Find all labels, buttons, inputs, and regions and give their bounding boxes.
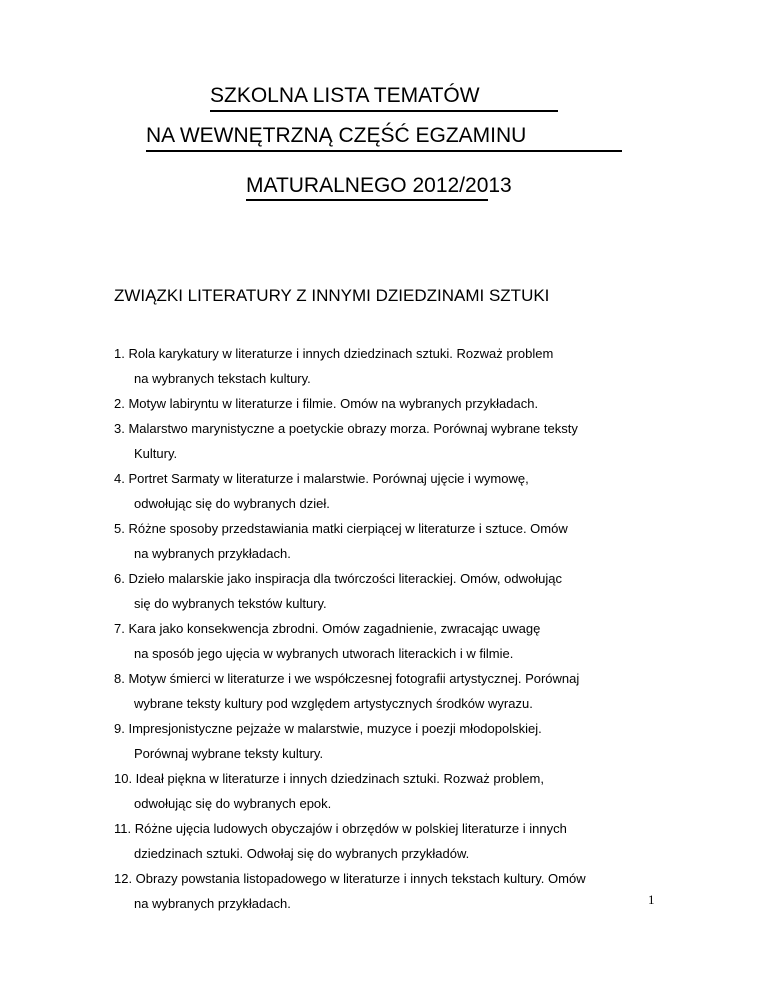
topic-line-1: 3. Malarstwo marynistyczne a poetyckie obrazy morza. Porównaj wybrane teksty [114,421,578,436]
topic-line-2: wybrane teksty kultury pod względem artystycznych środków wyrazu. [134,696,533,711]
title-line-3-underlined: MATURALNEGO 2012/20 [246,174,488,201]
topic-line-1: 7. Kara jako konsekwencja zbrodni. Omów zagadnienie, zwracając uwagę [114,621,541,636]
topic-line-2: się do wybranych tekstów kultury. [134,596,327,611]
topic-item [114,619,714,669]
topic-line-2: na wybranych przykładach. [134,896,291,911]
topic-item [114,469,714,519]
topic-item [114,719,714,769]
title-line-3 [246,174,512,201]
topic-line-1: 5. Różne sposoby przedstawiania matki cierpiącej w literaturze i sztuce. Omów [114,521,568,536]
topic-line-1: 11. Różne ujęcia ludowych obyczajów i obrzędów w polskiej literaturze i innych [114,821,567,836]
topic-item [114,819,714,869]
title-line-1-underline [210,110,558,112]
topic-line-2: odwołując się do wybranych epok. [134,796,332,811]
topic-item [114,344,714,394]
topic-line-2: Porównaj wybrane teksty kultury. [134,746,324,761]
title-line-2-text: NA WEWNĘTRZNĄ CZĘŚĆ EGZAMINU [146,124,527,147]
topic-line-1: 9. Impresjonistyczne pejzaże w malarstwie, muzyce i poezji młodopolskiej. [114,721,542,736]
topic-line-1: 2. Motyw labiryntu w literaturze i filmie. Omów na wybranych przykładach. [114,396,539,411]
topic-line-2: odwołując się do wybranych dzieł. [134,496,330,511]
topic-item [114,394,714,419]
topic-line-2: Kultury. [134,446,178,461]
topic-line-1: 8. Motyw śmierci w literaturze i we współczesnej fotografii artystycznej. Porównaj [114,671,580,686]
topic-item [114,769,714,819]
topic-item [114,519,714,569]
title-line-2 [146,124,526,148]
title-line-3-rest: 13 [488,174,512,197]
topic-line-1: 4. Portret Sarmaty w literaturze i malarstwie. Porównaj ujęcie i wymowę, [114,471,529,486]
topic-list [114,344,714,919]
topic-line-1: 10. Ideał piękna w literaturze i innych dziedzinach sztuki. Rozważ problem, [114,771,544,786]
title-line-1 [210,84,480,108]
section-heading: ZWIĄZKI LITERATURY Z INNYMI DZIEDZINAMI SZTUKI [114,286,550,305]
topic-line-2: dziedzinach sztuki. Odwołaj się do wybranych przykładów. [134,846,470,861]
topic-line-1: 6. Dzieło malarskie jako inspiracja dla twórczości literackiej. Omów, odwołując [114,571,562,586]
topic-line-2: na wybranych tekstach kultury. [134,371,311,386]
topic-item [114,569,714,619]
topic-line-2: na sposób jego ujęcia w wybranych utworach literackich i w filmie. [134,646,514,661]
title-line-2-underline [146,150,622,152]
topic-item [114,669,714,719]
topic-line-2: na wybranych przykładach. [134,546,291,561]
title-line-1-text: SZKOLNA LISTA TEMATÓW [210,84,480,107]
topic-item [114,869,714,919]
page-number: 1 [648,892,655,907]
topic-line-1: 12. Obrazy powstania listopadowego w literaturze i innych tekstach kultury. Omów [114,871,586,886]
topic-line-1: 1. Rola karykatury w literaturze i innych dziedzinach sztuki. Rozważ problem [114,346,554,361]
topic-item [114,419,714,469]
